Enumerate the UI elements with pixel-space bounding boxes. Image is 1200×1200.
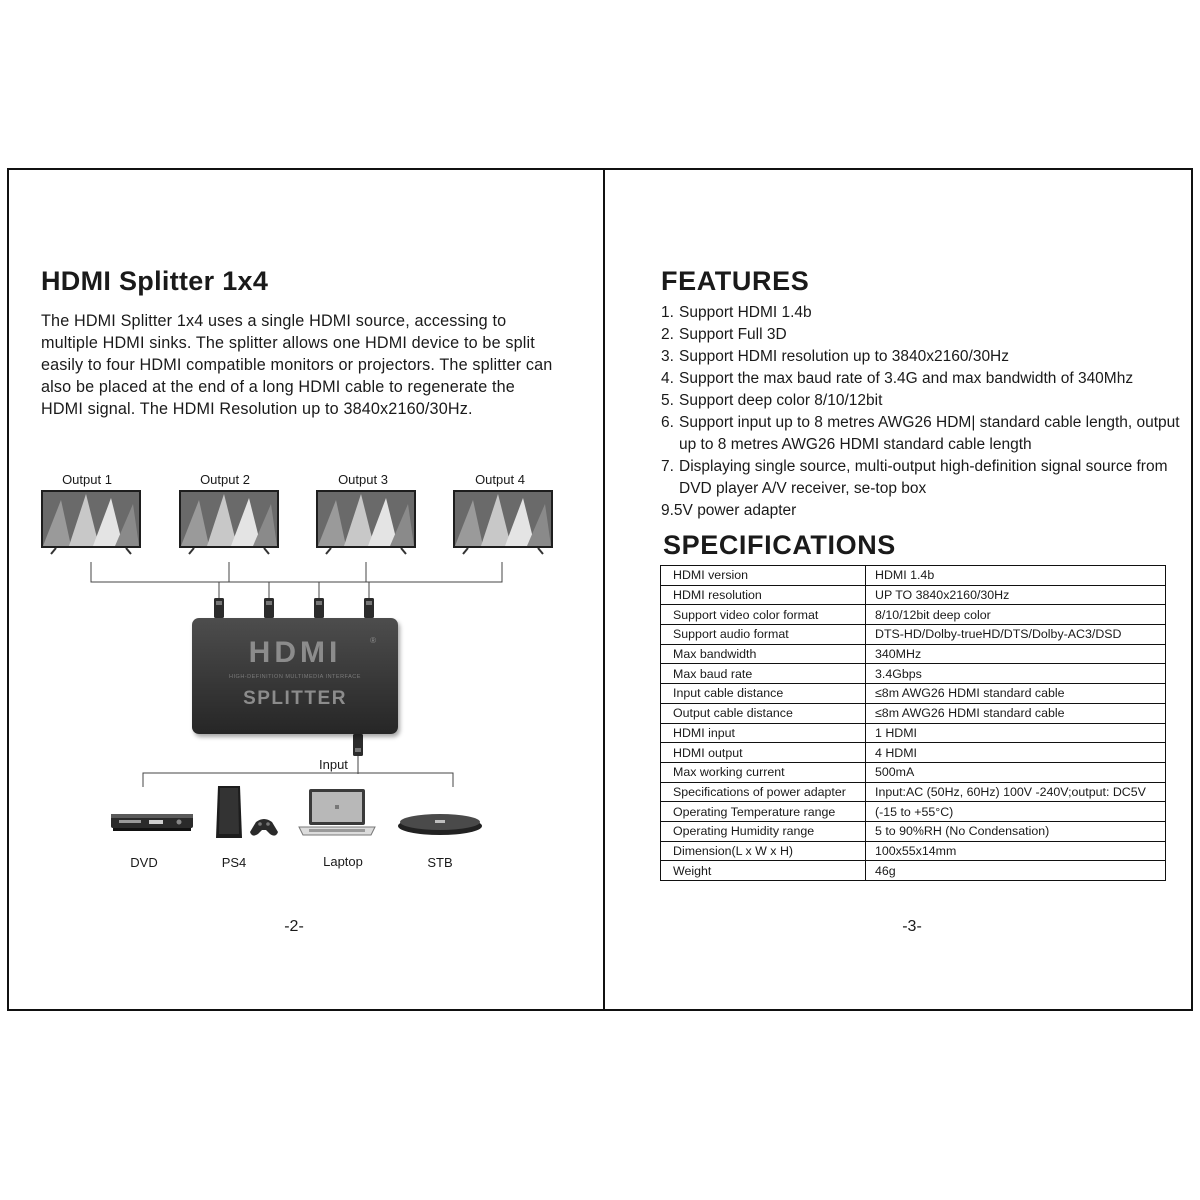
spec-row (661, 585, 1166, 605)
ps4-console-icon (214, 784, 284, 840)
registered-mark: ® (370, 636, 376, 645)
hdmi-logo: HDMI (248, 636, 342, 669)
spec-key: Max working current (661, 762, 866, 782)
spec-row (661, 821, 1166, 841)
feature-item: 4. Support the max baud rate of 3.4G and max bandwidth of 340Mhz (661, 370, 1134, 387)
spec-row (661, 861, 1166, 881)
spec-value: 8/10/12bit deep color (866, 605, 1166, 625)
spec-key: Specifications of power adapter (661, 782, 866, 802)
spec-row (661, 802, 1166, 822)
spec-key: Output cable distance (661, 703, 866, 723)
source-label-dvd: DVD (130, 855, 158, 870)
spec-row (661, 723, 1166, 743)
spec-key: Input cable distance (661, 684, 866, 704)
source-label-ps4: PS4 (221, 855, 247, 870)
spec-key: Support video color format (661, 605, 866, 625)
spec-value: 1 HDMI (866, 723, 1166, 743)
tv-icon-2 (179, 490, 279, 556)
page-number: -3- (902, 918, 922, 935)
tv-icon-3 (316, 490, 416, 556)
source-label-stb: STB (427, 855, 453, 870)
spec-key: HDMI output (661, 743, 866, 763)
spec-key: Support audio format (661, 625, 866, 645)
feature-item: 5. Support deep color 8/10/12bit (661, 392, 883, 409)
spec-row (661, 664, 1166, 684)
spec-value: 4 HDMI (866, 743, 1166, 763)
laptop-icon (297, 787, 377, 839)
device-model-label: SPLITTER (243, 688, 347, 709)
spec-row (661, 743, 1166, 763)
spec-row (661, 762, 1166, 782)
intro-paragraph: The HDMI Splitter 1x4 uses a single HDMI source, accessing to multiple HDMI sinks. The splitter allows one HDMI device to be split easily to four HDMI compatible monitors or projectors. The splitter can also be placed at the end of a long HDMI cable to regenerate the HDMI signal. The HDMI Resolution up to 3840x2160/30Hz. (41, 312, 553, 418)
specifications-table (660, 565, 1166, 881)
spec-key: HDMI resolution (661, 585, 866, 605)
feature-item: 6. Support input up to 8 metres AWG26 HDM| standard cable length, output up to 8 metres AWG26 HDMI standard cable length (661, 414, 1180, 453)
spec-key: HDMI version (661, 566, 866, 586)
spec-row (661, 703, 1166, 723)
features-heading: FEATURES (661, 266, 810, 296)
connection-diagram-lines (9, 170, 603, 1013)
spec-value: HDMI 1.4b (866, 566, 1166, 586)
spec-key: Dimension(L x W x H) (661, 841, 866, 861)
output-label-4: Output 4 (475, 472, 525, 487)
left-page (9, 170, 603, 1009)
tv-icon-1 (41, 490, 141, 556)
spec-value: 100x55x14mm (866, 841, 1166, 861)
feature-item: 3. Support HDMI resolution up to 3840x2160/30Hz (661, 348, 1010, 365)
output-label-2: Output 2 (200, 472, 250, 487)
specifications-heading: SPECIFICATIONS (663, 530, 896, 560)
spec-value: DTS-HD/Dolby-trueHD/DTS/Dolby-AC3/DSD (866, 625, 1166, 645)
feature-item: 7. Displaying single source, multi-output high-definition signal source from DVD player A/V receiver, se-top box (661, 458, 1168, 497)
spec-value: Input:AC (50Hz, 60Hz) 100V -240V;output: DC5V (866, 782, 1166, 802)
spec-value: ≤8m AWG26 HDMI standard cable (866, 703, 1166, 723)
spec-value: UP TO 3840x2160/30Hz (866, 585, 1166, 605)
spec-key: Max bandwidth (661, 644, 866, 664)
spec-value: 3.4Gbps (866, 664, 1166, 684)
spec-value: 5 to 90%RH (No Condensation) (866, 821, 1166, 841)
spec-key: Operating Humidity range (661, 821, 866, 841)
spec-value: (-15 to +55°C) (866, 802, 1166, 822)
manual-spread (7, 168, 1193, 1011)
spec-row (661, 782, 1166, 802)
input-label: Input (319, 757, 348, 772)
source-label-laptop: Laptop (323, 854, 363, 869)
spec-row (661, 684, 1166, 704)
hdmi-splitter-device (192, 618, 398, 734)
feature-item: 1. Support HDMI 1.4b (661, 304, 812, 321)
spec-value: 46g (866, 861, 1166, 881)
page-title: HDMI Splitter 1x4 (41, 266, 269, 296)
tv-icon-4 (453, 490, 553, 556)
output-label-1: Output 1 (62, 472, 112, 487)
spec-row (661, 625, 1166, 645)
hdmi-logo-subtitle: HIGH-DEFINITION MULTIMEDIA INTERFACE (229, 674, 361, 680)
set-top-box-icon (395, 810, 485, 838)
spec-key: Max baud rate (661, 664, 866, 684)
right-page (605, 170, 1191, 1009)
dvd-player-icon (109, 810, 195, 836)
page-number: -2- (284, 918, 304, 935)
spec-value: ≤8m AWG26 HDMI standard cable (866, 684, 1166, 704)
feature-extra: 9.5V power adapter (661, 502, 797, 519)
spec-row (661, 644, 1166, 664)
feature-item: 2. Support Full 3D (661, 326, 787, 343)
spec-value: 340MHz (866, 644, 1166, 664)
output-label-3: Output 3 (338, 472, 388, 487)
spec-row (661, 841, 1166, 861)
spec-row (661, 566, 1166, 586)
spec-key: Weight (661, 861, 866, 881)
spec-key: HDMI input (661, 723, 866, 743)
spec-value: 500mA (866, 762, 1166, 782)
spec-key: Operating Temperature range (661, 802, 866, 822)
features-list (661, 302, 1181, 522)
spec-row (661, 605, 1166, 625)
